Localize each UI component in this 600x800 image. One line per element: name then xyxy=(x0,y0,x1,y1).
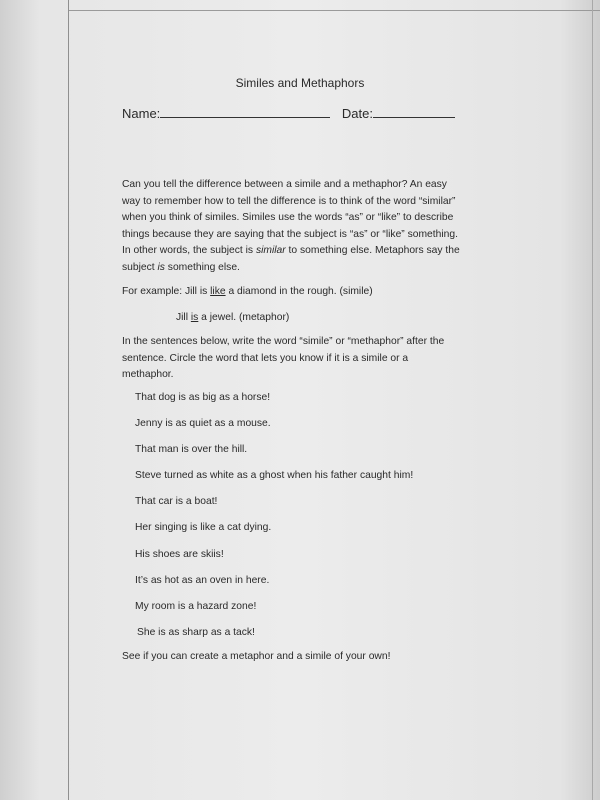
example2-tail: a jewel. (metaphor) xyxy=(198,311,290,323)
example1-tail: a diamond in the rough. (simile) xyxy=(225,286,373,297)
example-metaphor xyxy=(122,310,462,327)
worksheet-title: Similes and Methaphors xyxy=(235,76,365,90)
example2-keyword: is xyxy=(190,311,199,323)
example2-lead: Jill xyxy=(176,311,191,323)
page-border-right xyxy=(592,0,593,800)
name-date-row xyxy=(122,104,455,121)
list-item: That man is over the hill. xyxy=(135,443,248,455)
list-item: Steve turned as white as a ghost when his father caught him! xyxy=(135,470,414,482)
name-label: Name: xyxy=(122,106,161,121)
example1-lead: For example: Jill is xyxy=(122,286,211,297)
date-label: Date: xyxy=(341,106,373,121)
example-simile xyxy=(122,284,462,301)
example1-keyword: like xyxy=(210,286,226,297)
closing-prompt: See if you can create a metaphor and a simile of your own! xyxy=(122,651,391,663)
list-item: My room is a hazard zone! xyxy=(135,601,257,612)
list-item: It’s as hot as an oven in here. xyxy=(135,574,270,586)
intro-text-2: to something else. Metaphors say the subject xyxy=(122,245,460,273)
page-border-top xyxy=(68,0,600,11)
list-item: That dog is as big as a horse! xyxy=(135,391,271,403)
intro-text-3: something else. xyxy=(164,261,240,273)
list-item: Jenny is as quiet as a mouse. xyxy=(135,417,271,429)
page-border-left xyxy=(68,0,69,800)
list-item: His shoes are skiis! xyxy=(135,548,224,560)
list-item: That car is a boat! xyxy=(135,496,218,508)
sentence-list xyxy=(122,390,462,652)
name-blank-line xyxy=(160,104,330,118)
intro-text-1: Can you tell the difference between a simile and a methaphor? An easy way to remember how to tell the difference is to think of the word “similar” when you think of similes. Similes use the words “as” or “like” to describe things because they are saying that the subject is “as” or “like” something. In other words, the subject is xyxy=(122,179,458,256)
instructions-paragraph: In the sentences below, write the word “simile” or “methaphor” after the sentence. Circle the word that lets you know if it is a simile or a methaphor. xyxy=(122,336,445,380)
list-item: She is as sharp as a tack! xyxy=(137,627,255,639)
intro-emphasis-similar: similar xyxy=(255,245,286,256)
worksheet-body xyxy=(122,177,462,666)
intro-paragraph xyxy=(122,177,462,276)
list-item: Her singing is like a cat dying. xyxy=(135,522,272,534)
intro-emphasis-is: is xyxy=(157,261,165,273)
date-blank-line xyxy=(373,104,455,118)
